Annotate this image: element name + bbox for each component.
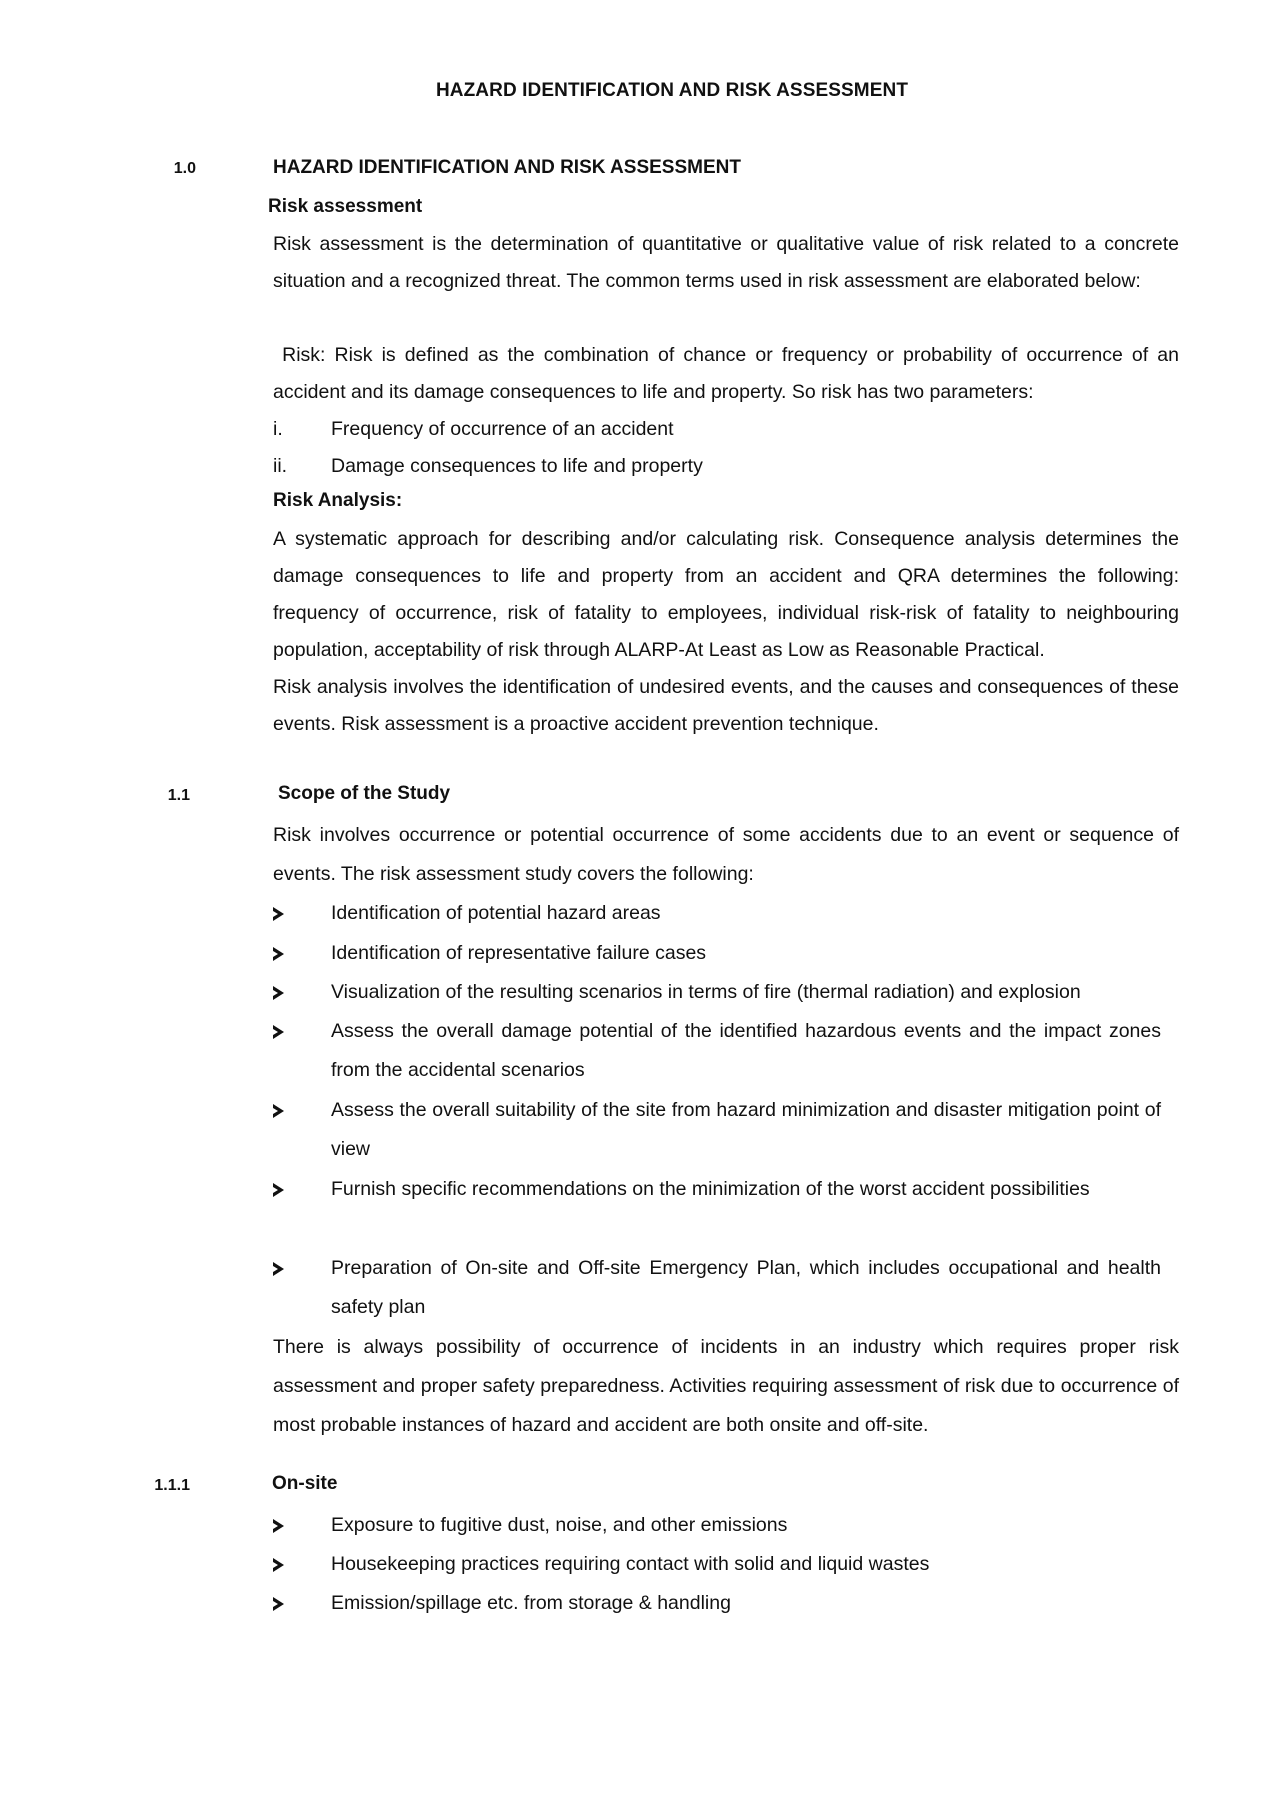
risk-analysis-paragraph: A systematic approach for describing and/or calculating risk. Consequence analysis determines the damage consequences to life and property from an accident and QRA determines the following: frequency of occurrence, risk of fatality to employees, individual risk-risk of fatality to neighbouring population, acceptability of risk through ALARP-At Least as Low as Reasonable Practical.: [273, 528, 1179, 661]
risk-definition-paragraph: Risk: Risk is defined as the combination of chance or frequency or probability of occurrence of an accident and its damage consequences to life and property. So risk has two parameters:: [273, 344, 1185, 403]
section-number-1-0: 1.0: [173, 160, 196, 177]
list-marker: i.: [273, 418, 283, 440]
section-title-1-0: HAZARD IDENTIFICATION AND RISK ASSESSMENT: [273, 157, 741, 178]
list-item-text: Visualization of the resulting scenarios in terms of fire (thermal radiation) and explosion: [331, 981, 1081, 1003]
list-item-text: Emission/spillage etc. from storage & handling: [331, 1592, 731, 1614]
risk-analysis-heading: Risk Analysis:: [273, 490, 403, 511]
arrow-bullet-icon: [273, 1170, 313, 1211]
list-item-text: Frequency of occurrence of an accident: [331, 418, 674, 440]
list-item-text: Preparation of On-site and Off-site Emergency Plan, which includes occupational and health safety plan: [331, 1257, 1161, 1318]
scope-paragraph: Risk involves occurrence or potential occurrence of some accidents due to an event or sequence of events. The risk assessment study covers the following:: [273, 824, 1179, 885]
risk-analysis-paragraph-2: Risk analysis involves the identification of undesired events, and the causes and consequences of these events. Risk assessment is a proactive accident prevention technique.: [273, 676, 1179, 735]
list-item-text: Exposure to fugitive dust, noise, and other emissions: [331, 1514, 788, 1536]
list-item-text: Identification of representative failure cases: [331, 942, 707, 964]
arrow-bullet-icon: [273, 934, 313, 975]
list-item-text: Identification of potential hazard areas: [331, 902, 661, 924]
risk-assessment-paragraph: Risk assessment is the determination of quantitative or qualitative value of risk related to a concrete situation and a recognized threat. The common terms used in risk assessment are elaborated below:: [273, 233, 1179, 292]
arrow-bullet-icon: [273, 1091, 313, 1132]
arrow-bullet-icon: [273, 1545, 313, 1586]
arrow-bullet-icon: [273, 1584, 313, 1625]
section-title-1-1: Scope of the Study: [278, 783, 451, 804]
list-item-text: Assess the overall suitability of the site from hazard minimization and disaster mitigation point of view: [331, 1099, 1161, 1160]
arrow-bullet-icon: [273, 973, 313, 1014]
list-item-text: Housekeeping practices requiring contact with solid and liquid wastes: [331, 1553, 930, 1575]
arrow-bullet-icon: [273, 1012, 313, 1053]
section-number-1-1-1: 1.1.1: [154, 1477, 190, 1494]
arrow-bullet-icon: [273, 1506, 313, 1547]
document-title: HAZARD IDENTIFICATION AND RISK ASSESSMENT: [435, 80, 909, 101]
section-title-1-1-1: On-site: [272, 1473, 338, 1494]
list-marker: ii.: [273, 455, 288, 477]
list-item-text: Damage consequences to life and property: [331, 455, 703, 477]
list-item-text: Furnish specific recommendations on the minimization of the worst accident possibilities: [331, 1178, 1090, 1200]
preparedness-paragraph: There is always possibility of occurrence of incidents in an industry which requires proper risk assessment and proper safety preparedness. Activities requiring assessment of risk due to occurrence of most probable instances of hazard and accident are both onsite and off-site.: [273, 1336, 1179, 1436]
risk-assessment-heading: Risk assessment: [268, 196, 423, 217]
arrow-bullet-icon: [273, 1249, 313, 1290]
section-number-1-1: 1.1: [167, 787, 190, 804]
list-item-text: Assess the overall damage potential of the identified hazardous events and the impact zones from the accidental scenarios: [331, 1020, 1161, 1081]
arrow-bullet-icon: [273, 894, 313, 935]
